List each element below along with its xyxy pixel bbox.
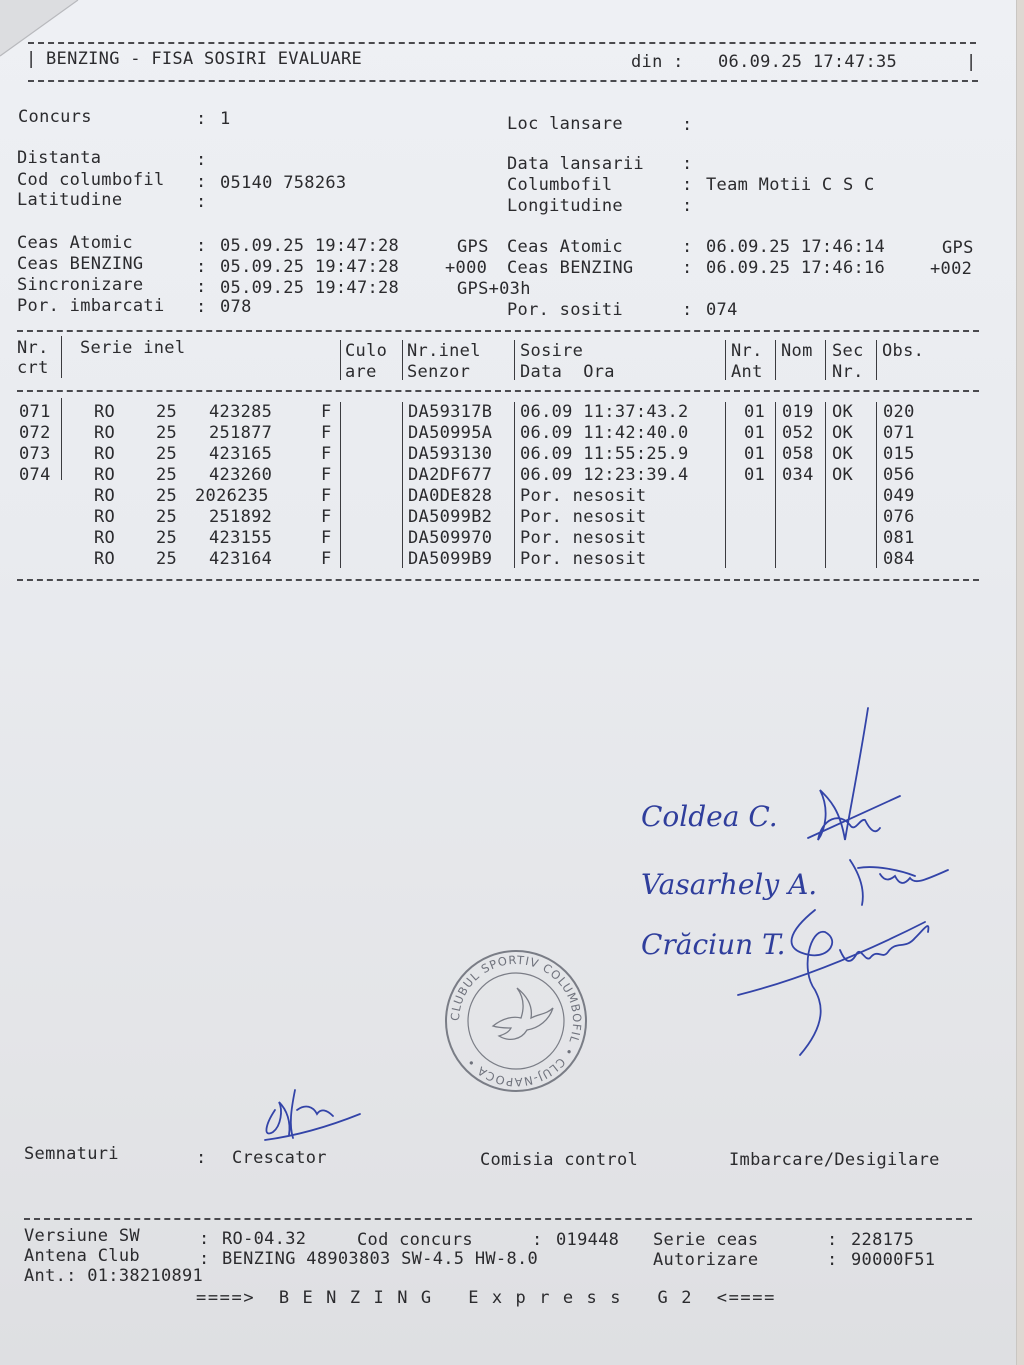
row-ring: 251877 (209, 423, 273, 443)
row-sec: OK (832, 444, 854, 464)
row-ring: 423155 (209, 528, 273, 548)
row-year: 25 (156, 528, 178, 548)
row-ring: 423285 (209, 402, 273, 422)
loc-lansare-label: Loc lansare (507, 114, 623, 134)
versiune-label: Versiune SW (24, 1226, 140, 1246)
column-separator (514, 340, 515, 380)
antena-label: Antena Club (24, 1246, 140, 1266)
semnaturi-label: Semnaturi (24, 1144, 119, 1164)
divider (17, 579, 979, 581)
divider (17, 390, 979, 392)
column-separator (825, 340, 826, 380)
ceas-atomic-right-label: Ceas Atomic (507, 237, 623, 257)
column-separator (61, 336, 62, 378)
row-obs: 084 (883, 549, 915, 569)
folded-corner (0, 0, 80, 60)
row-country: RO (94, 486, 116, 506)
serie-ceas-value: 228175 (851, 1230, 915, 1250)
row-sex: F (321, 465, 332, 485)
sincronizare-label: Sincronizare (17, 275, 144, 295)
autorizare-value: 90000F51 (851, 1250, 936, 1270)
col-culoare-2: are (345, 362, 377, 382)
dove-icon (493, 988, 553, 1039)
semnaturi-colon: : (196, 1148, 207, 1168)
sincronizare-suffix: GPS+03h (457, 279, 531, 299)
row-arrival: 06.09 11:37:43.2 (520, 402, 689, 422)
row-arrival: 06.09 11:55:25.9 (520, 444, 689, 464)
row-arrival: Por. nesosit (520, 507, 647, 527)
column-separator (725, 340, 726, 380)
row-obs: 020 (883, 402, 915, 422)
col-nr-inel-1: Nr.inel (407, 341, 481, 361)
row-ring: 251892 (209, 507, 273, 527)
header-bar-right: | (966, 52, 977, 72)
antena-value: BENZING 48903803 SW-4.5 HW-8.0 (222, 1249, 539, 1269)
ceas-benzing-label: Ceas BENZING (17, 254, 144, 274)
col-nr-inel-2: Senzor (407, 362, 471, 382)
date-label: din : (631, 52, 684, 72)
row-ring: 2026235 (195, 486, 269, 506)
row-sensor: DA5099B2 (408, 507, 493, 527)
ceas-benzing-value: 05.09.25 19:47:28 (220, 257, 400, 277)
row-sex: F (321, 423, 332, 443)
row-ant: 01 (744, 465, 766, 485)
row-year: 25 (156, 465, 178, 485)
imbarcare-label: Imbarcare/Desigilare (729, 1150, 940, 1170)
row-sex: F (321, 444, 332, 464)
ceas-atomic-suffix: GPS (457, 237, 489, 257)
columbofil-label: Columbofil (507, 175, 613, 195)
col-culoare-1: Culo (345, 341, 388, 361)
row-sex: F (321, 402, 332, 422)
brand-line: ====> B E N Z I N G E x p r e s s G 2 <==== (196, 1288, 776, 1308)
row-obs: 056 (883, 465, 915, 485)
row-sensor: DA0DE828 (408, 486, 493, 506)
row-arrival: Por. nesosit (520, 486, 647, 506)
table-row (0, 528, 1016, 549)
row-sex: F (321, 549, 332, 569)
divider (17, 330, 979, 332)
table-row (0, 549, 1016, 570)
ceas-atomic-right-value: 06.09.25 17:46:14 (706, 237, 886, 257)
cod-concurs-value: 019448 (556, 1230, 620, 1250)
row-obs: 049 (883, 486, 915, 506)
ceas-benzing-suffix: +000 (445, 258, 488, 278)
col-nr-ant-2: Ant (731, 362, 763, 382)
stamp-text: CLUBUL SPORTIV COLUMBOFIL • CLUJ-NAPOCA • (447, 952, 585, 1090)
document-page: | BENZING - FISA SOSIRI EVALUARE din : 06.09.25 17:47:35 | Concurs : 1 Distanta : Cod columbofil : 05140 758263 Latitudine : Loc lansare : Data lansarii : Columbofil : Team Motii C S C Longitudine : Ceas Atomic : 05.09.25 19:47:28 GPS Ceas BENZING : 05.09.25 19:47:28 +000 Sincronizare : 05.09.25 19:47:28 GPS+03h Por. imbarcati : 078 Ceas Atomic : 06.09.25 17:46:14 GPS Ceas BENZING : 06.09.25 17:46:16 +002 Por. sositi : 074 Nr. crt Serie inel Culo are Nr.inel Senzor Sosire Data Ora Nr. Ant Nom Sec Nr. Obs. 071 RO 25 423285 F DA59317B 06.09 11:37:43.2 01 019 OK 020 072 RO 25 251877 F DA50995A 06.09 11:42:40.0 01 052 OK 071 073 RO 25 423165 F DA593130 06.09 11:55:25.9 01 058 OK 015 074 RO 25 423260 F DA2DF677 06.09 12:23:39.4 01 034 OK 056 RO 25 2026235 F DA0DE828 Por. nesosit 049 RO 25 251892 F DA5099B2 Por. nesosit 076 RO 25 423155 F DA509970 Por. nesosit 081 RO 25 423164 F DA5099B9 Por. nesosit 084 Coldea C. Vasarhely A. Crăciun T. CLUBUL SPORTIV COLUMBOFIL • CLUJ-NAPOCA • Semnaturi : Crescator Comisia control Imbarcare/Desigilare Versiune SW : RO-04.32 Cod concurs : 019448 Serie ceas : 228175 Antena Club : BENZING 48903803 SW-4.5 HW-8.0 Autorizare : 90000F51 Ant.: 01:38210891 ====> B E N Z I N G E x p r e s s G 2 <==== (0, 0, 1017, 1365)
handwritten-name-craciun: Crăciun T. (641, 928, 786, 961)
header-bar-left: | (26, 49, 37, 69)
row-nom: 019 (782, 402, 814, 422)
autorizare-label: Autorizare (653, 1250, 759, 1270)
ceas-atomic-right-suffix: GPS (942, 238, 974, 258)
column-separator (340, 340, 341, 380)
ceas-atomic-value: 05.09.25 19:47:28 (220, 236, 400, 256)
row-ant: 01 (744, 444, 766, 464)
concurs-label: Concurs (18, 107, 92, 127)
row-arrival: Por. nesosit (520, 549, 647, 569)
handwritten-name-coldea: Coldea C. (641, 800, 778, 833)
por-imbarcati-value: 078 (220, 297, 252, 317)
row-sensor: DA2DF677 (408, 465, 493, 485)
row-ant: 01 (744, 402, 766, 422)
row-country: RO (94, 444, 116, 464)
cod-columbofil-label: Cod columbofil (17, 170, 165, 190)
col-sosire-1: Sosire (520, 341, 584, 361)
row-sensor: DA5099B9 (408, 549, 493, 569)
comisia-label: Comisia control (480, 1150, 639, 1170)
row-sex: F (321, 507, 332, 527)
row-arrival: Por. nesosit (520, 528, 647, 548)
col-sec-nr-2: Nr. (832, 362, 864, 382)
column-separator (876, 340, 877, 380)
longitudine-label: Longitudine (507, 196, 623, 216)
row-nr: 073 (19, 444, 51, 464)
row-country: RO (94, 402, 116, 422)
crescator-label: Crescator (232, 1148, 327, 1168)
row-sensor: DA509970 (408, 528, 493, 548)
col-sosire-2: Data Ora (520, 362, 615, 382)
distanta-label: Distanta (17, 148, 102, 168)
cod-concurs-label: Cod concurs (357, 1230, 473, 1250)
row-sex: F (321, 528, 332, 548)
table-row (0, 507, 1016, 528)
row-year: 25 (156, 486, 178, 506)
ceas-benzing-right-suffix: +002 (930, 259, 973, 279)
col-serie-inel: Serie inel (80, 338, 186, 358)
row-year: 25 (156, 402, 178, 422)
row-year: 25 (156, 549, 178, 569)
row-arrival: 06.09 11:42:40.0 (520, 423, 689, 443)
row-year: 25 (156, 423, 178, 443)
divider (28, 42, 976, 44)
row-country: RO (94, 423, 116, 443)
table-row (0, 486, 1016, 507)
row-ring: 423260 (209, 465, 273, 485)
table-row (0, 465, 1016, 486)
por-imbarcati-label: Por. imbarcati (17, 296, 165, 316)
table-row (0, 444, 1016, 465)
row-year: 25 (156, 444, 178, 464)
date-value: 06.09.25 17:47:35 (718, 52, 898, 72)
ceas-benzing-right-value: 06.09.25 17:46:16 (706, 258, 886, 278)
row-sensor: DA59317B (408, 402, 493, 422)
divider (24, 1218, 972, 1220)
sincronizare-value: 05.09.25 19:47:28 (220, 278, 400, 298)
col-sec-nr-1: Sec (832, 341, 864, 361)
col-obs: Obs. (882, 341, 925, 361)
columbofil-value: Team Motii C S C (706, 175, 875, 195)
row-country: RO (94, 549, 116, 569)
row-sec: OK (832, 465, 854, 485)
row-country: RO (94, 465, 116, 485)
ceas-benzing-right-label: Ceas BENZING (507, 258, 634, 278)
row-sec: OK (832, 423, 854, 443)
concurs-value: 1 (220, 109, 231, 129)
row-country: RO (94, 507, 116, 527)
row-arrival: 06.09 12:23:39.4 (520, 465, 689, 485)
document-title: BENZING - FISA SOSIRI EVALUARE (46, 49, 363, 69)
row-sensor: DA50995A (408, 423, 493, 443)
club-stamp (443, 948, 589, 1094)
ceas-atomic-label: Ceas Atomic (17, 233, 133, 253)
serie-ceas-label: Serie ceas (653, 1230, 759, 1250)
latitudine-label: Latitudine (17, 190, 123, 210)
row-year: 25 (156, 507, 178, 527)
row-obs: 081 (883, 528, 915, 548)
row-obs: 015 (883, 444, 915, 464)
row-obs: 071 (883, 423, 915, 443)
row-ring: 423164 (209, 549, 273, 569)
row-obs: 076 (883, 507, 915, 527)
row-sex: F (321, 486, 332, 506)
row-nom: 052 (782, 423, 814, 443)
row-country: RO (94, 528, 116, 548)
handwritten-name-vasarhely: Vasarhely A. (641, 868, 818, 901)
row-sensor: DA593130 (408, 444, 493, 464)
row-nr: 071 (19, 402, 51, 422)
por-sositi-value: 074 (706, 300, 738, 320)
row-nr: 072 (19, 423, 51, 443)
table-row (0, 402, 1016, 423)
row-ring: 423165 (209, 444, 273, 464)
col-nom: Nom (781, 341, 813, 361)
row-ant: 01 (744, 423, 766, 443)
col-nr-crt-2: crt (17, 358, 49, 378)
commission-signatures (720, 700, 970, 1080)
column-separator (402, 340, 403, 380)
por-sositi-label: Por. sositi (507, 300, 623, 320)
table-row (0, 423, 1016, 444)
cod-columbofil-value: 05140 758263 (220, 173, 347, 193)
row-sec: OK (832, 402, 854, 422)
ant-line: Ant.: 01:38210891 (24, 1266, 204, 1286)
data-lansarii-label: Data lansarii (507, 154, 644, 174)
col-nr-ant-1: Nr. (731, 341, 763, 361)
column-separator (775, 340, 776, 380)
row-nr: 074 (19, 465, 51, 485)
col-nr-crt-1: Nr. (17, 338, 49, 358)
versiune-value: RO-04.32 (222, 1229, 307, 1249)
row-nom: 058 (782, 444, 814, 464)
divider (28, 80, 978, 82)
row-nom: 034 (782, 465, 814, 485)
